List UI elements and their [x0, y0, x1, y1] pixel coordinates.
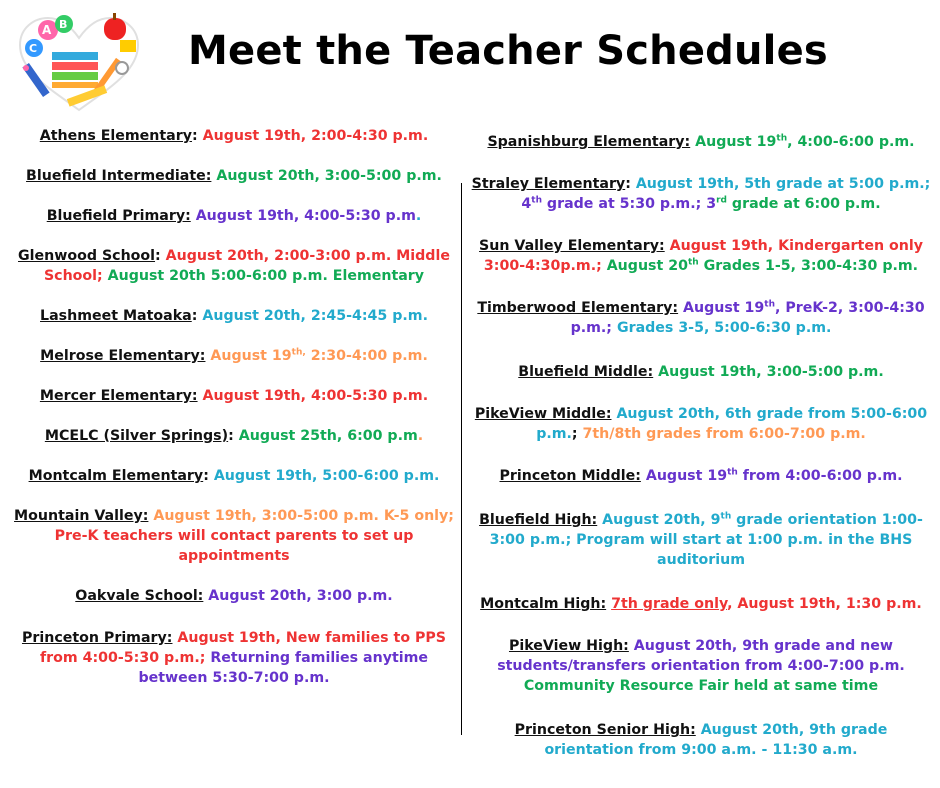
schedule-bluefield-middle: Bluefield Middle: August 19th, 3:00-5:00 p.m.: [518, 364, 884, 380]
schedule-mercer-elementary: Mercer Elementary: August 19th, 4:00-5:30 p.m.: [39, 388, 429, 404]
schedule-glenwood-school: Glenwood School: August 20th, 2:00-3:00 p.m. Middle School; August 20th 5:00-6:00 p.m. Elementary: [18, 248, 450, 284]
schedule-timberwood-elementary: Timberwood Elementary: August 19th, PreK-2, 3:00-4:30 p.m.; Grades 3-5, 5:00-6:30 p.m.: [477, 299, 925, 336]
logo-letter-a: A: [42, 23, 52, 37]
schedule-bluefield-intermediate: Bluefield Intermediate: August 20th, 3:00-5:00 p.m.: [26, 168, 442, 184]
schedule-montcalm-high: Montcalm High: 7th grade only, August 19th, 1:30 p.m.: [480, 596, 922, 612]
page-title: Meet the Teacher Schedules: [188, 28, 828, 74]
logo-letter-c: C: [29, 42, 38, 55]
schedule-melrose-elementary: Melrose Elementary: August $19^{th,}$ 2:30-4:00 p.m.: [40, 347, 428, 364]
schedule-spanishburg-elementary: Spanishburg Elementary: August 19th, 4:00-6:00 p.m.: [487, 133, 915, 150]
schedule-princeton-senior-high: Princeton Senior High: August 20th, 9th grade orientation from 9:00 a.m. - 11:30 a.m.: [514, 722, 888, 758]
column-divider: [461, 183, 462, 735]
schedule-athens-elementary: Athens Elementary: August 19th, 2:00-4:30 p.m.: [39, 128, 429, 144]
schedule-pikeview-high: PikeView High: August 20th, 9th grade and new students/transfers orientation from 4:00-7:00 p.m. Community Resource Fair held at same time: [497, 638, 905, 694]
schedule-princeton-primary: Princeton Primary: August 19th, New families to PPS from 4:00-5:30 p.m.; Returning families anytime between 5:30-7:00 p.m.: [21, 630, 447, 686]
schedule-sun-valley-elementary: Sun Valley Elementary: August 19th, Kindergarten only 3:00-4:30p.m.; August 20th Grades 1-5, 3:00-4:30 p.m.: [479, 238, 923, 274]
schedule-princeton-middle: Princeton Middle: August 19th from 4:00-6:00 p.m.: [499, 467, 903, 484]
logo-letter-b: B: [59, 18, 68, 31]
header: [0, 0, 940, 110]
schedule-straley-elementary: Straley Elementary: August 19th, 5th grade at 5:00 p.m.; 4th grade at 5:30 p.m.; 3rd grade at 6:00 p.m.: [471, 176, 931, 212]
schedule-mountain-valley: Mountain Valley: August 19th, 3:00-5:00 p.m. K-5 only; Pre-K teachers will contact parents to set up appointments: [14, 508, 454, 564]
school-supplies-heart-logo: [12, 10, 147, 115]
schedule-bluefield-primary: Bluefield Primary: August 19th, 4:00-5:30 p.m.: [46, 208, 422, 224]
schedule-oakvale-school: Oakvale School: August 20th, 3:00 p.m.: [75, 588, 393, 604]
schedule-pikeview-middle: PikeView Middle: August 20th, 6th grade from 5:00-6:00 p.m.; 7th/8th grades from 6:00-7:00 p.m.: [474, 406, 928, 442]
schedule-mcelc: MCELC (Silver Springs): August 25th, 6:00 p.m.: [44, 428, 424, 444]
schedule-lashmeet-matoaka: Lashmeet Matoaka: August 20th, 2:45-4:45 p.m.: [40, 308, 428, 324]
schedule-bluefield-high: Bluefield High: August 20th, 9th grade orientation 1:00-3:00 p.m.; Program will start at 1:00 p.m. in the BHS auditorium: [479, 511, 923, 568]
schedule-montcalm-elementary: Montcalm Elementary: August 19th, 5:00-6:00 p.m.: [28, 468, 440, 484]
